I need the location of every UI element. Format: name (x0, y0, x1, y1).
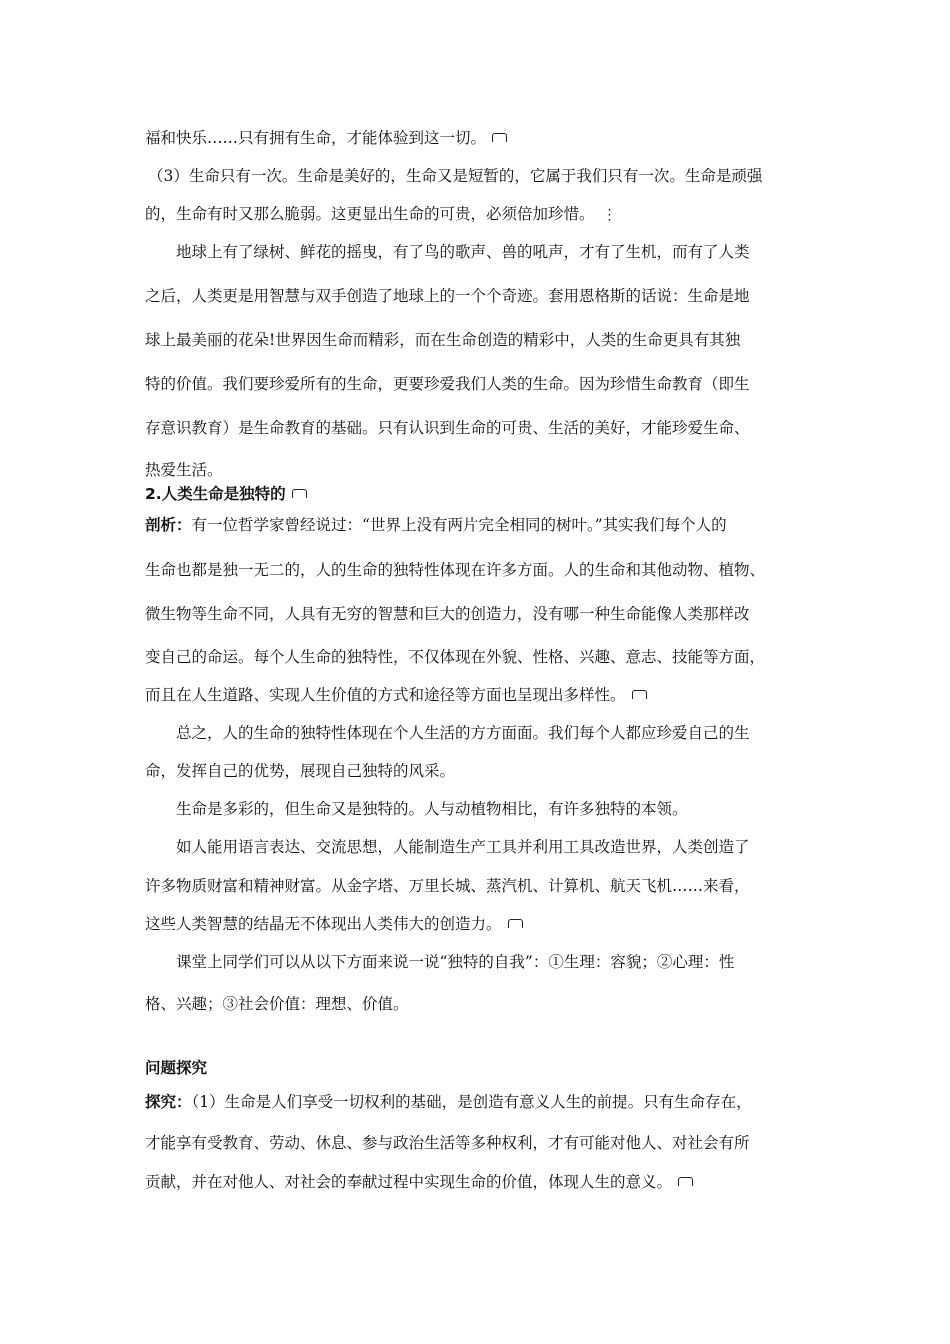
section-heading-text: 2.人类生命是独特的 (145, 485, 286, 503)
text-line (145, 128, 825, 148)
text-line-content: 贡献，并在对他人、对社会的奉献过程中实现生命的价值，体现人生的意义。 (145, 1173, 673, 1191)
text-line: 许多物质财富和精神财富。从金字塔、万里长城、蒸汽机、计算机、航天飞机……来看， (145, 877, 750, 895)
text-line: 微生物等生命不同，人具有无穷的智慧和巨大的创造力，没有哪一种生命能像人类那样改 (145, 605, 750, 623)
paragraph-mark-icon (508, 919, 523, 928)
paragraph-mark-icon (678, 1177, 693, 1186)
text-line: 特的价值。我们要珍爱所有的生命，更要珍爱我们人类的生命。因为珍惜生命教育（即生 (145, 375, 750, 393)
section-heading (145, 484, 825, 504)
text-line: 球上最美丽的花朵!世界因生命而精彩，而在生命创造的精彩中，人类的生命更具有其独 (145, 331, 741, 349)
analysis-label: 剖析： (145, 516, 192, 534)
text-line (145, 204, 825, 225)
text-line-content: （1）生命是人们享受一切权利的基础，是创造有意义人生的前提。只有生命存在， (191, 1093, 752, 1111)
text-line: 生命是多彩的，但生命又是独特的。人与动植物相比，有许多独特的本领。 (176, 800, 688, 818)
text-line-content: 福和快乐……只有拥有生命，才能体验到这一切。 (145, 129, 487, 147)
text-line: 课堂上同学们可以从以下方面来说一说“独特的自我”：①生理：容貌；②心理：性 (176, 953, 735, 971)
text-line (145, 515, 825, 535)
text-line: 才能享有受教育、劳动、休息、参与政治生活等多种权利，才有可能对他人、对社会有所 (145, 1134, 750, 1152)
text-line: 格、兴趣；③社会价值：理想、价值。 (145, 995, 409, 1013)
text-line-content: 而且在人生道路、实现人生价值的方式和途径等方面也呈现出多样性。 (145, 686, 626, 704)
vertical-dots-icon: ⋮ (602, 207, 617, 223)
text-line: 总之，人的生命的独特性体现在个人生活的方方面面。我们每个人都应珍爱自己的生 (176, 724, 750, 742)
text-line-content: 有一位哲学家曾经说过：“世界上没有两片完全相同的树叶。”其实我们每个人的 (191, 516, 727, 534)
text-line: 之后，人类更是用智慧与双手创造了地球上的一个个奇迹。套用恩格斯的话说：生命是地 (145, 287, 750, 305)
text-line-content: 这些人类智慧的结晶无不体现出人类伟大的创造力。 (145, 915, 502, 933)
text-line: 存意识教育）是生命教育的基础。只有认识到生命的可贵、生活的美好，才能珍爱生命、 (145, 419, 750, 437)
text-line: 如人能用语言表达、交流思想，人能制造生产工具并利用工具改造世界，人类创造了 (176, 838, 750, 856)
text-line: 生命也都是独一无二的，人的生命的独特性体现在许多方面。人的生命和其他动物、植物、 (145, 561, 766, 579)
text-line (145, 1092, 825, 1112)
text-line (145, 685, 825, 705)
paragraph-mark-icon (492, 133, 507, 142)
section-heading: 问题探究 (145, 1059, 208, 1077)
text-line (145, 1172, 825, 1192)
text-line: 热爱生活。 (145, 461, 223, 479)
text-line: 地球上有了绿树、鲜花的摇曳，有了鸟的歌声、兽的吼声，才有了生机，而有了人类 (176, 243, 750, 261)
text-line: 命，发挥自己的优势，展现自己独特的风采。 (145, 762, 456, 780)
paragraph-mark-icon (292, 489, 307, 498)
text-line-content: 的，生命有时又那么脆弱。这更显出生命的可贵，必须倍加珍惜。 (145, 205, 595, 223)
inquiry-label: 探究： (145, 1093, 192, 1111)
paragraph-mark-icon (632, 690, 647, 699)
text-line: 变自己的命运。每个人生命的独特性，不仅体现在外貌、性格、兴趣、意志、技能等方面， (145, 648, 766, 666)
text-line (145, 914, 825, 934)
text-line: （3）生命只有一次。生命是美好的，生命又是短暂的，它属于我们只有一次。生命是顽强 (148, 167, 763, 185)
